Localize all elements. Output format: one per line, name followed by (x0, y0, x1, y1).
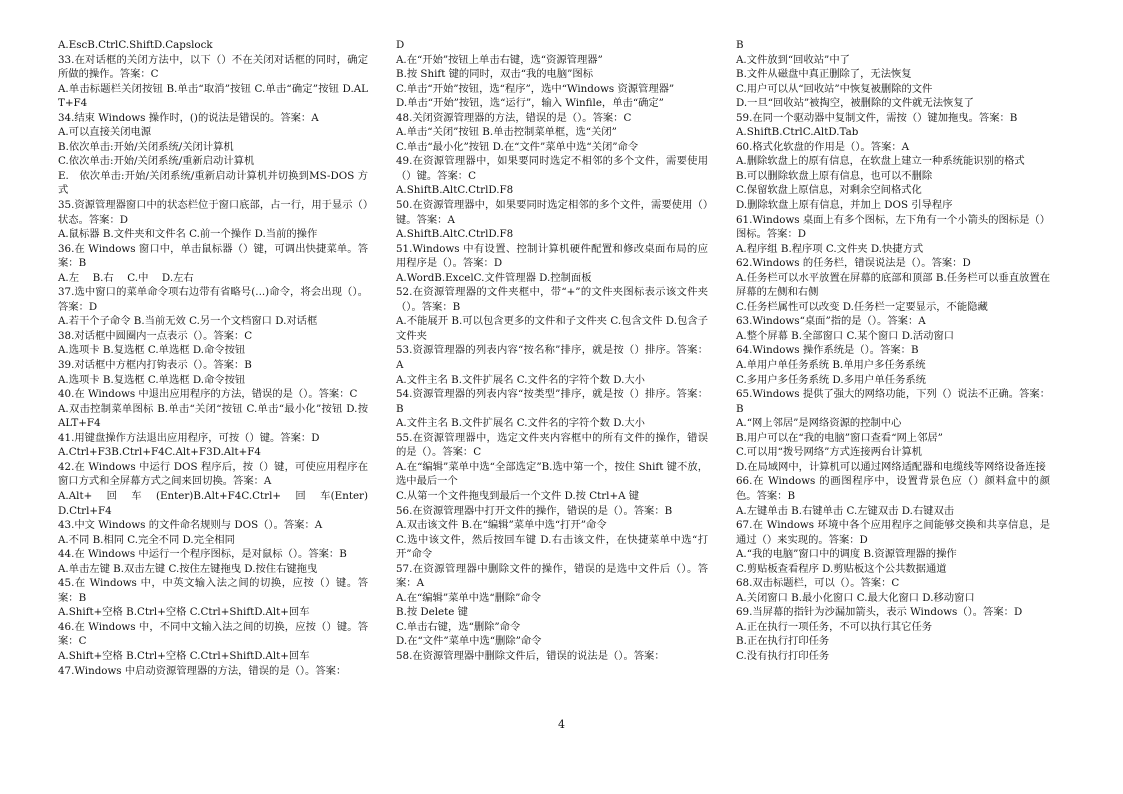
text-line: D.删除软盘上原有信息，并加上 DOS 引导程序 (736, 199, 953, 212)
text-line: 40.在 Windows 中退出应用程序的方法，错误的是（）。答案：C (58, 388, 358, 401)
text-line: 56.在资源管理器中打开文件的操作，错误的是（）。答案：B (396, 504, 673, 517)
text-line: 65.Windows 提供了强大的网络功能，下列（）说法不正确。答案：B (736, 388, 1050, 415)
text-line: A.左 B.右 C.中 D.左右 (58, 271, 194, 284)
text-line: 49.在资源管理器中，如果要同时选定不相邻的多个文件，需要使用（）键。答案：C (396, 155, 708, 182)
text-line: A.文件放到“回收站”中了 (736, 53, 850, 66)
text-line: D.一旦“回收站”被掏空，被删除的文件就无法恢复了 (736, 97, 974, 110)
text-line: 67.在 Windows 环境中各个应用程序之间能够交换和共享信息，是通过（）来实现的。答案：D (736, 519, 1050, 546)
text-line: C.选中该文件，然后按回车键 D.右击该文件，在快捷菜单中选“打开”命令 (396, 533, 708, 561)
text-line: D.在“文件”菜单中选“删除”命令 (396, 635, 542, 648)
text-line: A.Shift+空格 B.Ctrl+空格 C.Ctrl+ShiftD.Alt+回车 (58, 649, 310, 662)
text-line: B.用户可以在“我的电脑”窗口查看“网上邻居” (736, 431, 943, 444)
text-line: 43.中文 Windows 的文件命名规则与 DOS（）。答案：A (58, 519, 323, 532)
text-line: A.选项卡 B.复选框 C.单选框 D.命令按钮 (58, 373, 246, 386)
text-line: 52.在资源管理器的文件夹框中，带“+”的文件夹图标表示该文件夹（）。答案：B (396, 286, 708, 313)
text-line: 45.在 Windows 中，中英文输入法之间的切换，应按（）键。答案：B (58, 577, 368, 604)
text-line: A.整个屏幕 B.全部窗口 C.某个窗口 D.活动窗口 (736, 329, 955, 342)
page-number: 4 (558, 718, 565, 731)
text-line: A.单击“关闭”按钮 B.单击控制菜单框，选“关闭” (396, 126, 617, 139)
text-line: 68.双击标题栏，可以（）。答案：C (736, 577, 900, 590)
text-line: A.Shift+空格 B.Ctrl+空格 C.Ctrl+ShiftD.Alt+回车 (58, 606, 310, 619)
text-line: 41.用键盘操作方法退出应用程序，可按（）键。答案：D (58, 431, 320, 444)
text-line: 37.选中窗口的菜单命令项右边带有省略号(...)命令，将会出现（）。答案：D (58, 286, 368, 313)
text-line: A.删除软盘上的原有信息，在软盘上建立一种系统能识别的格式 (736, 155, 1025, 168)
text-line: D.单击“开始”按钮，选“运行”，输入 Winfile，单击“确定” (396, 97, 664, 110)
text-line: 60.格式化软盘的作用是（）。答案：A (736, 140, 910, 153)
text-line: 33.在对话框的关闭方法中，以下（）不在关闭对话框的同时，确定所做的操作。答案：C (58, 53, 368, 81)
text-line: A.ShiftB.CtrlC.AltD.Tab (736, 126, 859, 139)
text-line: A.在“编辑”菜单中选“全部选定”B.选中第一个，按住 Shift 键不放，选中最后一个 (396, 460, 708, 488)
text-line: A.WordB.ExcelC.文件管理器 D.控制面板 (396, 271, 592, 284)
text-line: A.可以直接关闭电源 (58, 126, 152, 139)
text-line: A.任务栏可以水平放置在屏幕的底部和顶部 B.任务栏可以垂直放置在屏幕的左侧和右侧 (736, 271, 1050, 299)
text-line: A.单击标题栏关闭按钮 B.单击“取消”按钮 C.单击“确定”按钮 D.ALT+F4 (58, 82, 368, 110)
text-line: C.单击右键，选“删除”命令 (396, 620, 521, 633)
text-line: A.单击左键 B.双击左键 C.按住左键拖曳 D.按住右键拖曳 (58, 562, 318, 575)
text-line: 38.对话框中圆圈内一点表示（）。答案：C (58, 329, 253, 342)
text-line: 54.资源管理器的列表内容“按类型”排序，就是按（）排序。答案：B (396, 388, 708, 415)
text-column-middle (396, 38, 708, 664)
text-line: C.从第一个文件拖曳到最后一个文件 D.按 Ctrl+A 键 (396, 489, 640, 502)
text-line: C.多用户多任务系统 D.多用户单任务系统 (736, 373, 926, 386)
text-line: C.剪贴板查看程序 D.剪贴板这个公共数据通道 (736, 562, 947, 575)
text-line: A.左键单击 B.右键单击 C.左键双击 D.右键双击 (736, 504, 955, 517)
text-line: 47.Windows 中启动资源管理器的方法，错误的是（）。答案： (58, 664, 347, 677)
text-line: A.程序组 B.程序项 C.文件夹 D.快捷方式 (736, 242, 924, 255)
text-line: C.可以用“拨号网络”方式连接两台计算机 (736, 446, 923, 459)
text-line: C.任务栏属性可以改变 D.任务栏一定要显示，不能隐藏 (736, 300, 988, 313)
text-line: 51.Windows 中有设置、控制计算机硬件配置和修改桌面布局的应用程序是（）。答案：D (396, 242, 708, 270)
text-line: A.“我的电脑”窗口中的调度 B.资源管理器的操作 (736, 548, 957, 561)
text-line: C.用户可以从“回收站”中恢复被删除的文件 (736, 82, 933, 95)
text-line: A.双击控制菜单图标 B.单击“关闭“按钮 C.单击“最小化”按钮 D.按 ALT+F4 (58, 402, 368, 430)
text-line: A.不能展开 B.可以包含更多的文件和子文件夹 C.包含文件 D.包含子文件夹 (396, 315, 708, 342)
text-line: A.“网上邻居”是网络资源的控制中心 (736, 417, 902, 430)
text-line: C.没有执行打印任务 (736, 649, 830, 662)
text-line: 58.在资源管理器中删除文件后，错误的说法是（）。答案： (396, 649, 665, 662)
text-line: 42.在 Windows 中运行 DOS 程序后，按（）键，可使应用程序在窗口方式和全屏幕方式之间来回切换。答案：A (58, 460, 368, 488)
text-line: 50.在资源管理器中，如果要同时选定相邻的多个文件，需要使用（）键。答案：A (396, 199, 708, 226)
text-line: B.可以删除软盘上原有信息，也可以不删除 (736, 169, 933, 182)
text-line: A.Alt+ 回 车 (Enter)B.Alt+F4C.Ctrl+ 回 车(Enter)D.Ctrl+F4 (58, 489, 368, 517)
text-line: 69.当屏幕的指针为沙漏加箭头，表示 Windows（）。答案：D (736, 606, 1023, 619)
text-line: 55.在资源管理器中，选定文件夹内容框中的所有文件的操作，错误的是（）。答案：C (396, 431, 708, 459)
text-line: A.不同 B.相同 C.完全不同 D.完全相同 (58, 533, 235, 546)
text-line: E. 依次单击:开始/关闭系统/重新启动计算机并切换到MS-DOS 方式 (58, 169, 368, 197)
text-line: 62.Windows 的任务栏，错误说法是（）。答案：D (736, 257, 971, 270)
text-line: 34.结束 Windows 操作时，()的说法是错误的。答案：A (58, 111, 319, 124)
text-line: A.选项卡 B.复选框 C.单选框 D.命令按钮 (58, 344, 246, 357)
text-line: 48.关闭资源管理器的方法，错误的是（）。答案：C (396, 111, 632, 124)
text-line: A.EscB.CtrlC.ShiftD.Capslock (58, 39, 213, 51)
text-line: 44.在 Windows 中运行一个程序图标，是对鼠标（）。答案：B (58, 548, 347, 561)
text-line: A.关闭窗口 B.最小化窗口 C.最大化窗口 D.移动窗口 (736, 591, 975, 604)
text-line: A.单用户单任务系统 B.单用户多任务系统 (736, 359, 926, 372)
text-line: B.按 Shift 键的同时，双击“我的电脑”图标 (396, 68, 593, 81)
text-column-left (58, 38, 368, 678)
text-line: 39.对话框中方框内打钩表示（）。答案：B (58, 359, 252, 372)
text-line: 35.资源管理器窗口中的状态栏位于窗口底部，占一行，用于显示（）状态。答案：D (58, 199, 368, 226)
text-column-right (736, 38, 1050, 664)
text-line: D.在局域网中，计算机可以通过网络适配器和电缆线等网络设备连接 (736, 460, 1046, 473)
text-line: 64.Windows 操作系统是（）。答案：B (736, 344, 919, 357)
text-line: A.ShiftB.AltC.CtrlD.F8 (396, 228, 514, 241)
text-line: C.单击“开始”按钮，选“程序”，选中“Windows 资源管理器” (396, 82, 675, 95)
text-line: C.依次单击:开始/关闭系统/重新启动计算机 (58, 155, 255, 168)
text-line: B (736, 39, 744, 51)
text-line: B.正在执行打印任务 (736, 635, 830, 648)
text-line: C.保留软盘上原信息，对剩余空间格式化 (736, 184, 922, 197)
text-line: A.双击该文件 B.在“编辑”菜单中选“打开”命令 (396, 519, 607, 532)
text-line: A.文件主名 B.文件扩展名 C.文件名的字符个数 D.大小 (396, 373, 645, 386)
text-line: D (396, 39, 405, 51)
text-line: 53.资源管理器的列表内容“按名称”排序，就是按（）排序。答案：A (396, 344, 708, 372)
text-line: A.若干个子命令 B.当前无效 C.另一个文档窗口 D.对话框 (58, 315, 318, 328)
text-line: A.Ctrl+F3B.Ctrl+F4C.Alt+F3D.Alt+F4 (58, 446, 261, 459)
text-line: A.在“编辑”菜单中选“删除”命令 (396, 591, 542, 604)
text-line: 59.在同一个驱动器中复制文件，需按（）键加拖曳。答案：B (736, 111, 1018, 124)
text-line: 46.在 Windows 中，不同中文输入法之间的切换，应按（）键。答案：C (58, 620, 368, 648)
text-line: B.文件从磁盘中真正删除了，无法恢复 (736, 68, 912, 81)
text-line: 63.Windows“桌面”指的是（）。答案：A (736, 315, 926, 328)
text-line: A.在“开始”按钮上单击右键，选“资源管理器” (396, 53, 603, 66)
text-line: 61.Windows 桌面上有多个图标，左下角有一个小箭头的图标是（）图标。答案：D (736, 213, 1050, 241)
text-line: A.文件主名 B.文件扩展名 C.文件名的字符个数 D.大小 (396, 417, 645, 430)
text-line: C.单击“最小化”按钮 D.在“文件”菜单中选“关闭”命令 (396, 140, 639, 153)
text-line: 57.在资源管理器中删除文件的操作，错误的是选中文件后（）。答案：A (396, 562, 708, 590)
text-line: A.ShiftB.AltC.CtrlD.F8 (396, 184, 514, 197)
text-line: A.鼠标器 B.文件夹和文件名 C.前一个操作 D.当前的操作 (58, 228, 318, 241)
text-line: 66.在 Windows 的画图程序中，设置背景色应（）颜料盒中的颜色。答案：B (736, 475, 1050, 502)
text-line: 36.在 Windows 窗口中，单击鼠标器（）键，可调出快捷菜单。答案：B (58, 242, 368, 270)
text-line: A.正在执行一项任务，不可以执行其它任务 (736, 620, 933, 633)
text-line: B.按 Delete 键 (396, 606, 468, 619)
text-line: B.依次单击:开始/关闭系统/关闭计算机 (58, 140, 234, 153)
